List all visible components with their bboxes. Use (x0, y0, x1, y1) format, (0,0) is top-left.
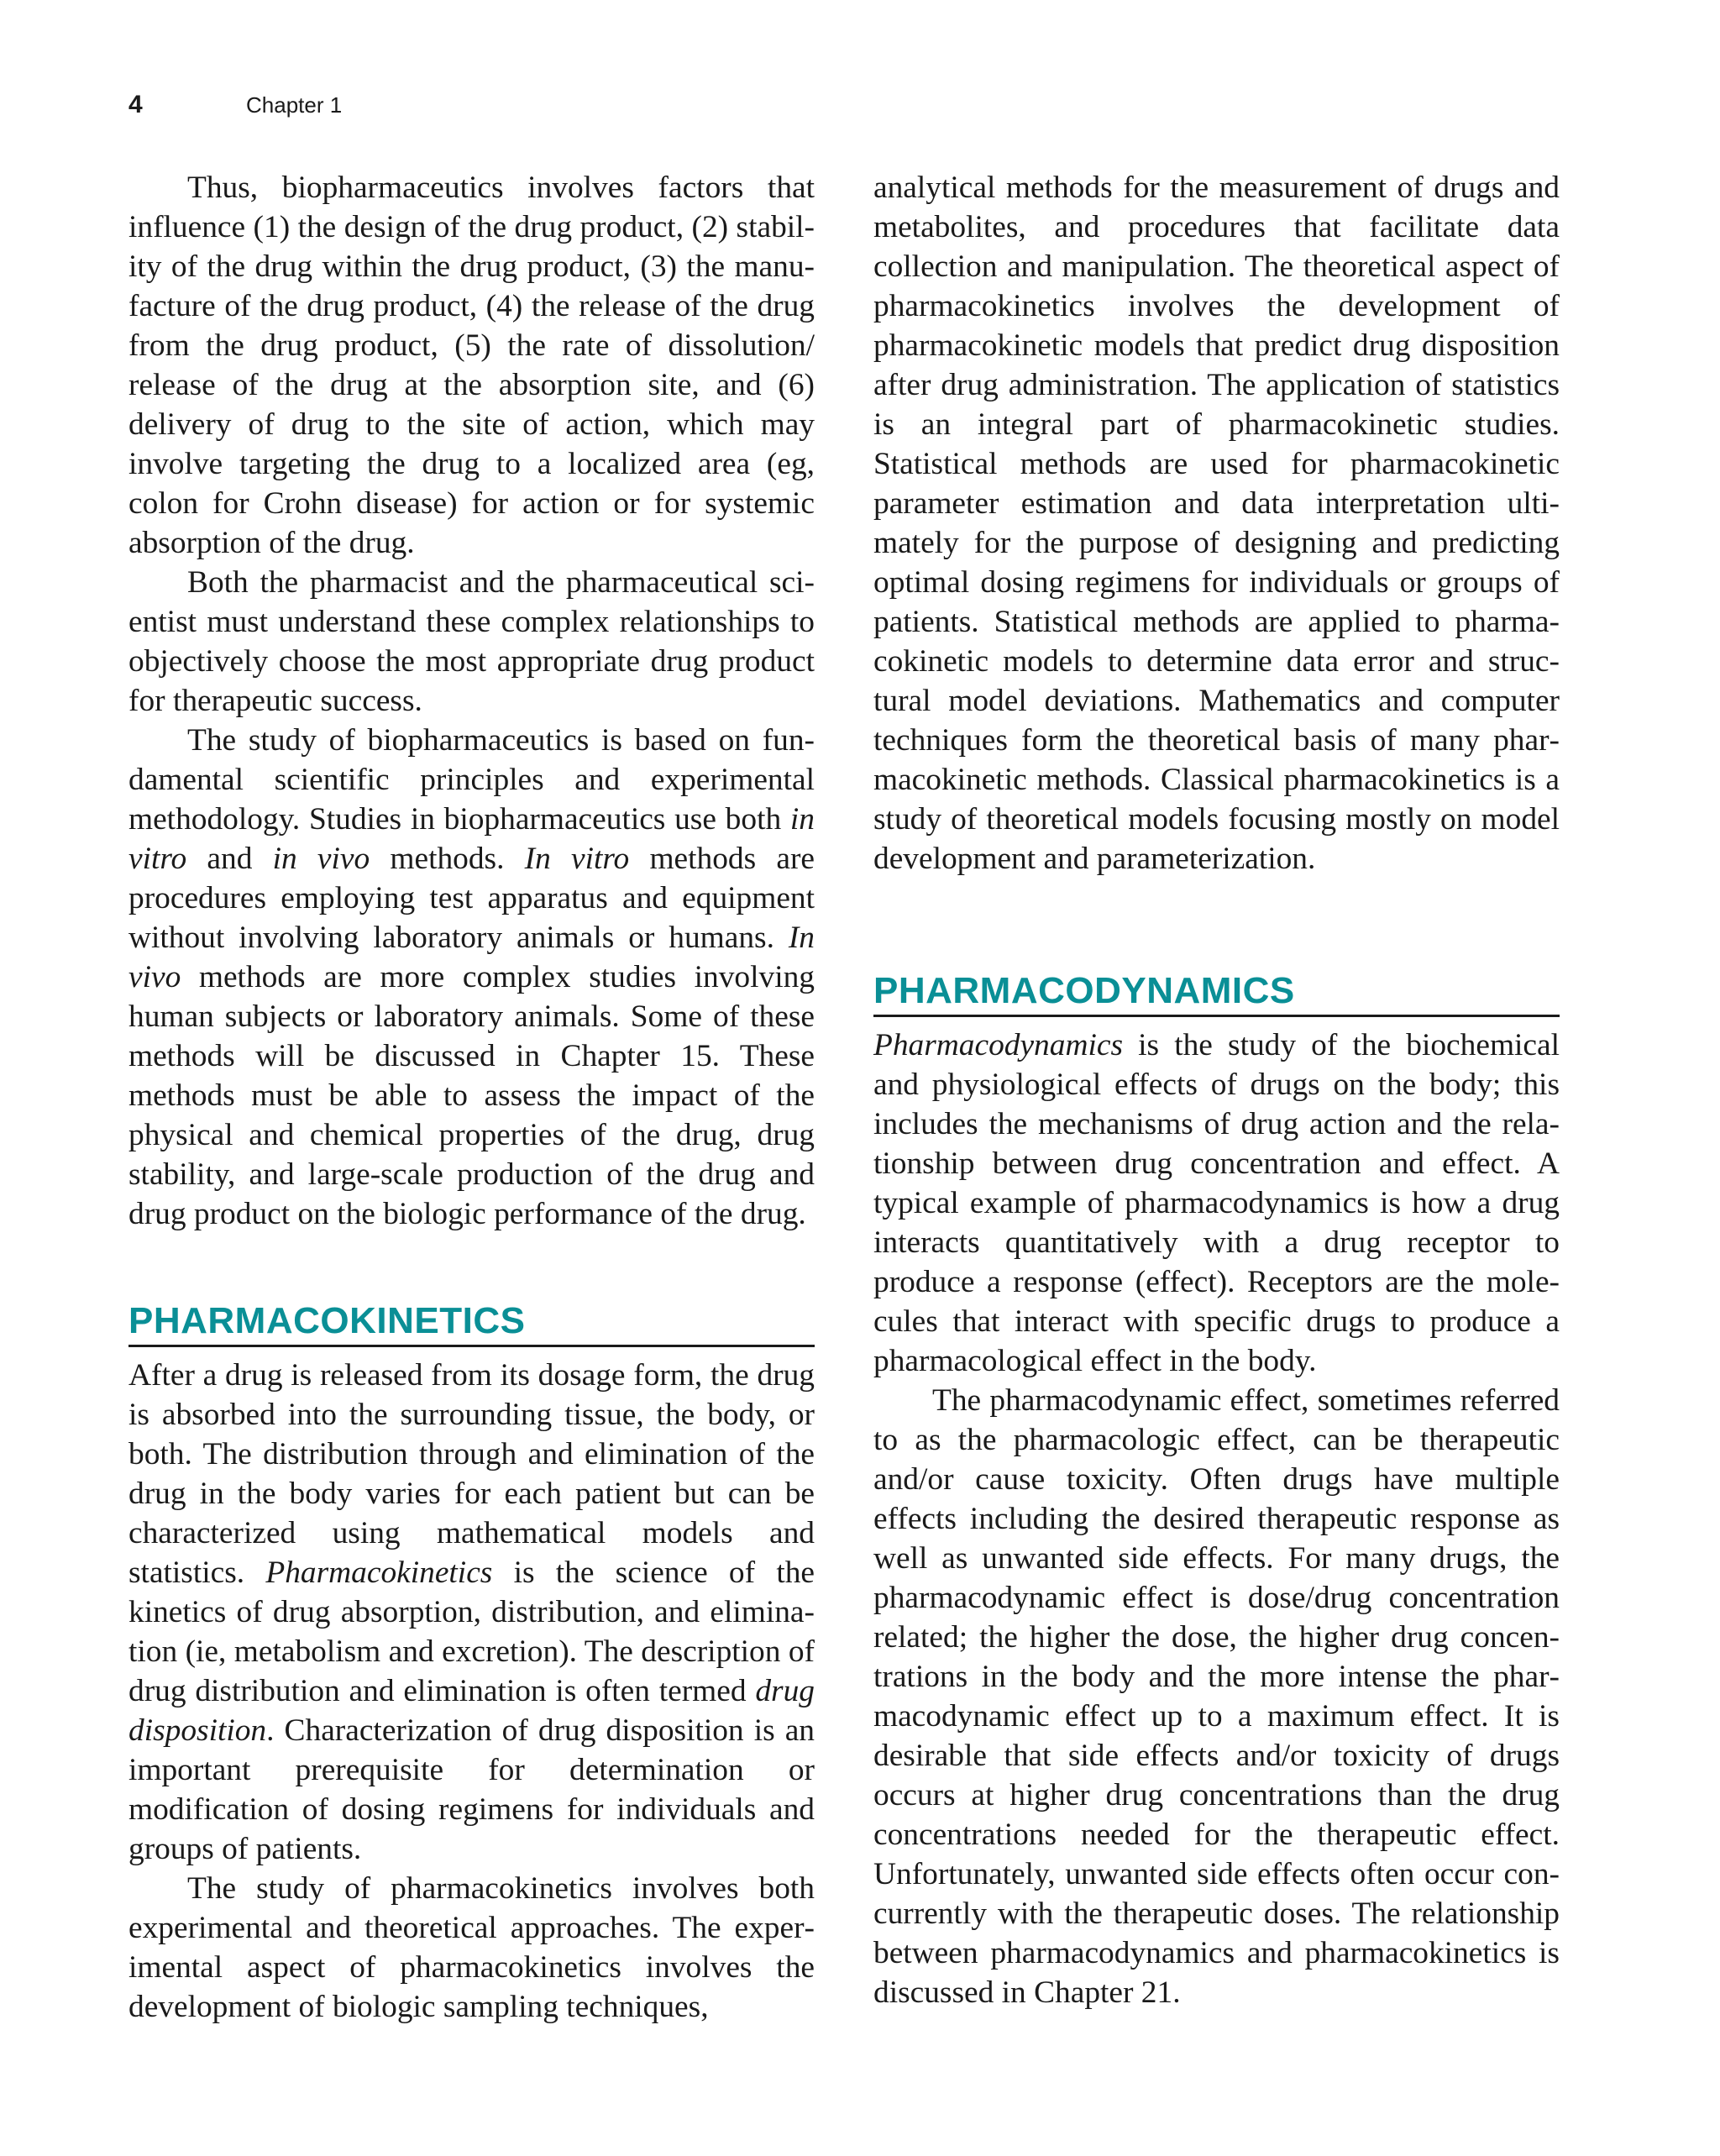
text-run: is the science of the kinetics of drug absorption, distribution, and elimination (ie, metabolism and excretion). The description of drug distribution and elimination is often termed (128, 1555, 815, 1708)
italic-term: In vitro (524, 842, 630, 876)
left-column (128, 168, 815, 2027)
page-header (128, 91, 342, 124)
paragraph-pharmacokinetics-continued: analytical methods for the measurement of drugs and metabolites, and procedures that facilitate data collection and manipulation. The theoretical aspect of pharmacokinetics involves the development of pharmacokinetic models that predict drug disposition after drug administration. The application of statistics is an integral part of pharmacokinetic studies. Statistical methods are used for pharmacokinetic parameter estimation and data interpretation ultimately for the purpose of designing and predicting optimal dosing regimens for individuals or groups of patients. Statistical methods are applied to pharmacokinetic models to determine data error and structural model deviations. Mathematics and computer techniques form the theoretical basis of many pharmacokinetic methods. Classical pharmacokinetics is a study of theoretical models focusing mostly on model development and parameterization. (873, 170, 1560, 876)
page-number: 4 (128, 91, 143, 118)
text-run: The study of biopharmaceutics is based on fundamental scientific principles and experimental methodology. Studies in biopharmaceutics use both (128, 723, 815, 837)
text-run: methods are more complex studies involving human subjects or laboratory animals. Some of these methods will be discussed in Chapter 15. These methods must be able to assess the impact of the physical and chemical properties of the drug, drug stability, and large-scale production of the drug and drug product on the biologic performance of the drug. (128, 960, 815, 1231)
right-column (873, 168, 1560, 2012)
paragraph-biopharmaceutics-study (128, 721, 815, 1234)
text-run: methods are procedures employing test apparatus and equipment without involving laboratory animals or humans. (128, 842, 815, 955)
heading-pharmacokinetics: PHARMACOKINETICS (128, 1299, 815, 1347)
heading-pharmacodynamics: PHARMACODYNAMICS (873, 969, 1560, 1017)
paragraph-pharmacodynamics-intro (873, 1026, 1560, 1381)
italic-term: Pharmacokinetics (265, 1555, 493, 1590)
running-head-chapter: Chapter 1 (246, 92, 343, 118)
paragraph-pharmacodynamic-effect: The pharmacodynamic effect, sometimes referred to as the pharmacologic effect, can be therapeutic and/or cause toxicity. Often drugs have multiple effects including the desired therapeutic response as well as unwanted side effects. For many drugs, the pharmacodynamic effect is dose/drug concentration related; the higher the dose, the higher drug concentrations in the body and the more intense the pharmacodynamic effect up to a maximum effect. It is desirable that side effects and/or toxicity of drugs occurs at higher drug concentrations than the drug concentrations needed for the therapeutic effect. Unfortunately, unwanted side effects often occur concurrently with the therapeutic doses. The relationship between pharmacodynamics and pharmacokinetics is discussed in Chapter 21. (873, 1383, 1560, 2010)
italic-term: drug disposition (128, 1674, 815, 1748)
text-run: is the study of the biochemical and physiological effects of drugs on the body; this includes the mechanisms of drug action and the relationship between drug concentration and effect. A typical example of pharmacodynamics is how a drug interacts quantitatively with a drug receptor to produce a response (effect). Receptors are the molecules that interact with specific drugs to produce a pharmacological effect in the body. (873, 1028, 1560, 1378)
text-run: After a drug is released from its dosage form, the drug is absorbed into the surrounding tissue, the body, or both. The distribution through and elimination of the drug in the body varies for each patient but can be characterized using mathematical models and statistics. (128, 1358, 815, 1590)
italic-term: in vitro (128, 802, 815, 876)
paragraph-pharmacist-scientist: Both the pharmacist and the pharmaceutical scientist must understand these complex relationships to objectively choose the most appropriate drug product for therapeutic success. (128, 565, 815, 718)
italic-term: Pharmacodynamics (873, 1028, 1123, 1062)
italic-term: in vivo (272, 842, 370, 876)
paragraph-pharmacokinetics-intro (128, 1356, 815, 1869)
paragraph-pharmacokinetics-approaches: The study of pharmacokinetics involves both experimental and theoretical approaches. The experimental aspect of pharmacokinetics involves the development of biologic sampling techniques, (128, 1871, 815, 2024)
italic-term: In vivo (128, 921, 815, 994)
text-run: methods. (370, 842, 525, 876)
text-run: . Characterization of drug disposition is an important prerequisite for determination or modification of dosing regimens for individuals and groups of patients. (128, 1713, 815, 1866)
paragraph-biopharmaceutics-factors: Thus, biopharmaceutics involves factors that influence (1) the design of the drug product, (2) stability of the drug within the drug product, (3) the manufacture of the drug product, (4) the release of the drug from the drug product, (5) the rate of dissolution/​release of the drug at the absorption site, and (6) delivery of drug to the site of action, which may involve targeting the drug to a localized area (eg, colon for Crohn disease) for action or for systemic absorption of the drug. (128, 170, 815, 560)
text-run: and (186, 842, 273, 876)
